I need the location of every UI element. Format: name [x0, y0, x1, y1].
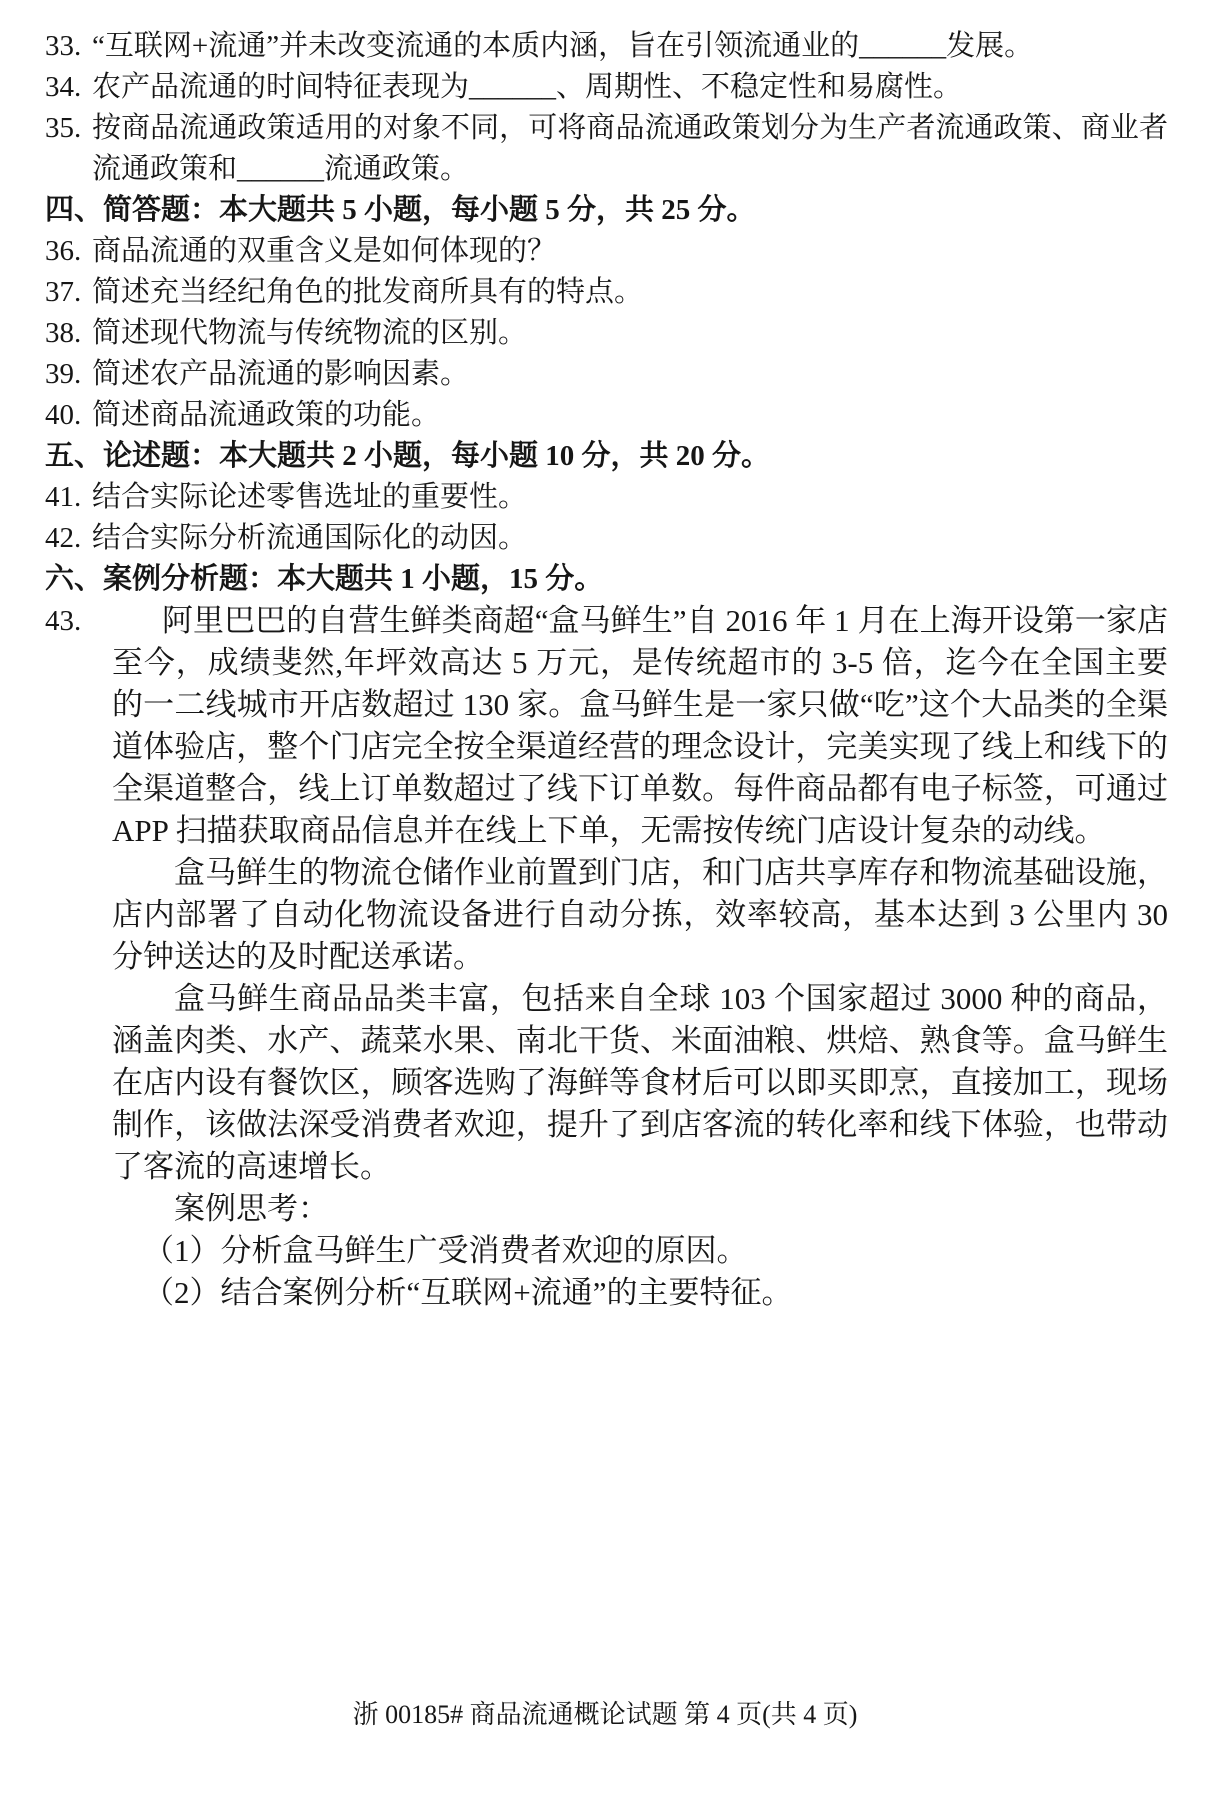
question-row-34 [45, 67, 1168, 108]
question-number: 40. [45, 399, 82, 431]
case-subquestion-2: （2）结合案例分析“互联网+流通”的主要特征。 [143, 1275, 793, 1310]
question-number: 41. [45, 481, 82, 513]
question-text: 简述农产品流通的影响因素。 [92, 358, 470, 390]
question-text: “互联网+流通”并未改变流通的本质内涵，旨在引领流通业的______发展。 [92, 30, 1034, 62]
question-number: 39. [45, 358, 82, 390]
question-row-35 [45, 108, 1168, 190]
question-number: 38. [45, 317, 82, 349]
section-header-case-analysis: 六、案例分析题：本大题共 1 小题，15 分。 [45, 563, 604, 595]
case-paragraph-1: 阿里巴巴的自营生鲜类商超“盒马鲜生”自 2016 年 1 月在上海开设第一家店至今，成绩斐然,年坪效高达 5 万元，是传统超市的 3-5 倍，迄今在全国主要的一二线城市开店数超过 130 家。盒马鲜生是一家只做“吃”这个大品类的全渠道体验店，整个门店完全按全渠道经营的理念设计，完美实现了线上和线下的全渠道整合，线上订单数超过了线下订单数。每件商品都有电子标签，可通过 APP 扫描获取商品信息并在线上下单，无需按传统门店设计复杂的动线。 [112, 603, 1168, 848]
question-text: 商品流通的双重含义是如何体现的？ [92, 235, 557, 267]
question-number: 37. [45, 276, 82, 308]
question-row-39 [45, 354, 1168, 395]
case-subquestion-1: （1）分析盒马鲜生广受消费者欢迎的原因。 [143, 1233, 748, 1268]
question-number: 33. [45, 30, 82, 62]
question-text: 简述充当经纪角色的批发商所具有的特点。 [92, 276, 644, 308]
question-number: 35. [45, 112, 82, 144]
question-text: 结合实际论述零售选址的重要性。 [92, 481, 528, 513]
case-paragraph-2: 盒马鲜生的物流仓储作业前置到门店，和门店共享库存和物流基础设施，店内部署了自动化物流设备进行自动分拣，效率较高，基本达到 3 公里内 30 分钟送达的及时配送承诺。 [112, 855, 1168, 974]
question-text: 简述现代物流与传统物流的区别。 [92, 317, 528, 349]
question-row-42 [45, 518, 1168, 559]
question-row-41 [45, 477, 1168, 518]
question-row-40 [45, 395, 1168, 436]
question-row-38 [45, 313, 1168, 354]
section-header-essay: 五、论述题：本大题共 2 小题，每小题 10 分，共 20 分。 [45, 440, 771, 472]
page-footer: 浙 00185# 商品流通概论试题 第 4 页(共 4 页) [352, 1700, 858, 1729]
question-row-37 [45, 272, 1168, 313]
question-text: 结合实际分析流通国际化的动因。 [92, 522, 528, 554]
question-number: 42. [45, 522, 82, 554]
question-text: 简述商品流通政策的功能。 [92, 399, 441, 431]
question-row-43 [45, 600, 1168, 852]
section-header-short-answer: 四、简答题：本大题共 5 小题，每小题 5 分，共 25 分。 [45, 194, 756, 226]
question-row-33 [45, 26, 1168, 67]
question-text: 按商品流通政策适用的对象不同，可将商品流通政策划分为生产者流通政策、商业者流通政策和______流通政策。 [92, 112, 1168, 185]
question-number: 43. [45, 605, 82, 637]
question-number: 34. [45, 71, 82, 103]
case-paragraph-3: 盒马鲜生商品品类丰富，包括来自全球 103 个国家超过 3000 种的商品，涵盖肉类、水产、蔬菜水果、南北干货、米面油粮、烘焙、熟食等。盒马鲜生在店内设有餐饮区，顾客选购了海鲜等食材后可以即买即烹，直接加工，现场制作，该做法深受消费者欢迎，提升了到店客流的转化率和线下体验，也带动了客流的高速增长。 [112, 981, 1168, 1184]
question-number: 36. [45, 235, 82, 267]
question-text: 农产品流通的时间特征表现为______、周期性、不稳定性和易腐性。 [92, 71, 963, 103]
case-prompt: 案例思考： [174, 1191, 329, 1226]
question-row-36 [45, 231, 1168, 272]
